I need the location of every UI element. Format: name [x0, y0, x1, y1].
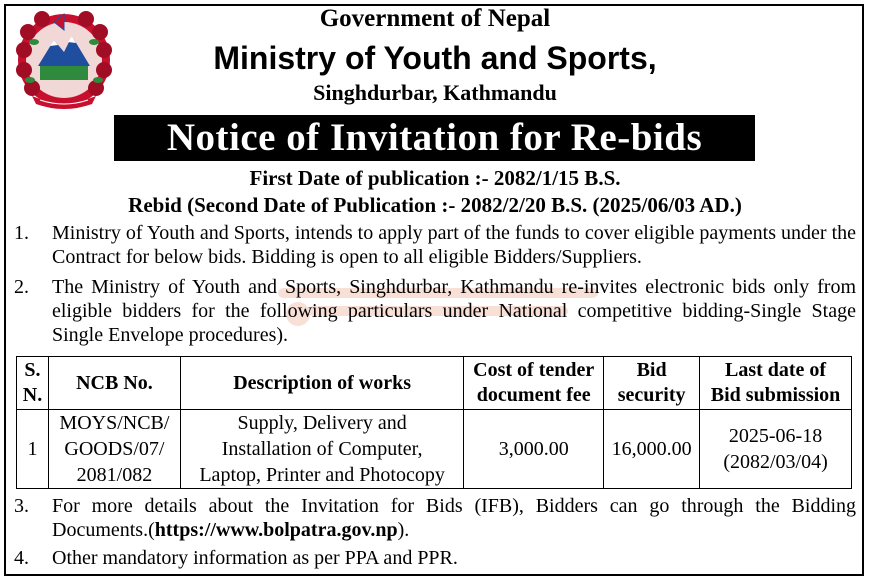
paragraph-number: 4. [14, 547, 29, 569]
cell-ncb-number: MOYS/NCB/ GOODS/07/ 2081/082 [48, 410, 180, 489]
notice-title-banner: Notice of Invitation for Re-bids [114, 115, 755, 161]
first-publication-date: First Date of publication :- 2082/1/15 B.S. [249, 166, 621, 190]
paragraph-text: Other mandatory information as per PPA and PPR. [52, 547, 458, 569]
rebid-publication-date: Rebid (Second Date of Publication :- 2082/2/20 B.S. (2025/06/03 AD.) [128, 193, 742, 217]
paragraph-text: Ministry of Youth and Sports, intends to apply part of the funds to cover eligible payments under the Contract for below bids. Bidding is open to all eligible Bidders/Suppliers. [52, 222, 856, 268]
header-last-date: Last date of Bid submission [700, 357, 852, 410]
paragraph-text: The Ministry of Youth and Sports, Singhdurbar, Kathmandu re-invites electronic bids only from eligible bidders for the following particulars under National competitive bidding-Single Stage Single Envelope procedures). [52, 276, 856, 346]
header-cost-of-document: Cost of tender document fee [464, 357, 604, 410]
government-title: Government of Nepal [319, 5, 551, 32]
cell-description: Supply, Delivery and Installation of Computer, Laptop, Printer and Photocopy [180, 410, 463, 489]
header-ncb-number: NCB No. [48, 357, 180, 410]
paragraph-number: 1. [14, 222, 29, 244]
cell-last-date: 2025-06-18 (2082/03/04) [700, 410, 852, 489]
cell-serial-number: 1 [17, 410, 49, 489]
bolpatra-link[interactable]: https://www.bolpatra.gov.np [154, 519, 398, 541]
paragraph-text: For more details about the Invitation for Bids (IFB), Bidders can go through the Bidding Documents.(https://www.bolpatra.gov.np). [52, 495, 856, 541]
ministry-title: Ministry of Youth and Sports, [213, 40, 657, 76]
paragraph-number: 3. [14, 495, 29, 517]
paragraph-number: 2. [14, 276, 29, 298]
table-header-row [17, 357, 852, 410]
cell-cost-of-document: 3,000.00 [464, 410, 604, 489]
bid-table [16, 356, 852, 489]
header-description: Description of works [180, 357, 463, 410]
ministry-address: Singhdurbar, Kathmandu [313, 80, 557, 105]
header-serial-number: S. N. [17, 357, 49, 410]
table-row [17, 410, 852, 489]
header-bid-security: Bid security [604, 357, 700, 410]
cell-bid-security: 16,000.00 [604, 410, 700, 489]
